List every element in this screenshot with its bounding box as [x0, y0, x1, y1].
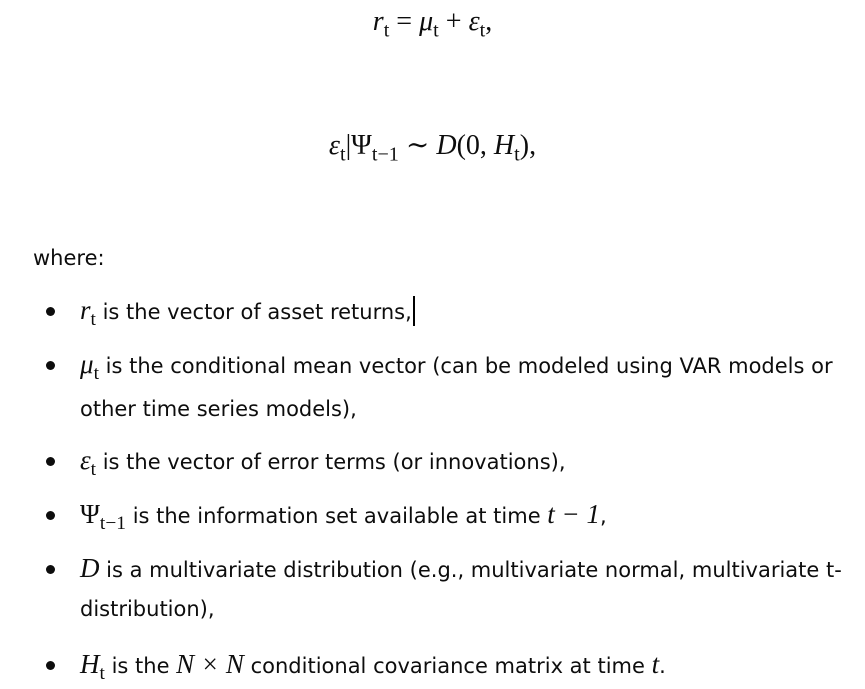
expr-n-by-n: N × N — [176, 649, 244, 679]
bullet-dot — [46, 307, 55, 316]
eq2-sim: ∼ — [398, 130, 437, 161]
text-cursor — [413, 296, 415, 326]
list-item-text-cont: distribution), — [80, 597, 215, 621]
list-item-desc-2: conditional covariance matrix at time — [243, 654, 652, 678]
eq2-bar: | — [345, 130, 352, 161]
list-item-text — [80, 546, 858, 593]
sym-psi: Ψ — [80, 499, 100, 529]
eq2-epsilon: ε — [328, 130, 340, 161]
bullet-dot — [46, 565, 55, 574]
list-item-text — [80, 492, 858, 539]
list-item-tail: , — [600, 504, 607, 528]
list-item-desc: is the vector of error terms (or innovations), — [96, 450, 566, 474]
list-item-desc: is the conditional mean vector (can be modeled using VAR models or — [98, 354, 833, 378]
list-item-tail: . — [659, 654, 666, 678]
eq1-comma: , — [485, 6, 493, 37]
sym-mu-sub: t — [93, 363, 99, 385]
bullet-dot — [46, 457, 55, 466]
list-item-text — [80, 642, 858, 689]
list-item-desc: is the information set available at time — [126, 504, 548, 528]
eq2-psi: Ψ — [351, 130, 372, 161]
bullet-dot — [46, 661, 55, 670]
eq1-lhs-sub: t — [383, 19, 390, 42]
list-item-desc: is the vector of asset returns, — [95, 300, 412, 324]
eq1-mu: μ — [419, 6, 434, 37]
list-item-desc: is a multivariate distribution (e.g., multivariate normal, multivariate t- — [99, 558, 842, 582]
eq1-mu-sub: t — [433, 19, 439, 42]
eq2-psi-sub: t−1 — [371, 143, 399, 166]
eq1-equals: = — [389, 6, 420, 37]
bullet-dot — [46, 511, 55, 520]
sym-h: H — [80, 649, 100, 679]
sym-epsilon: ε — [80, 445, 91, 475]
eq1-plus: + — [438, 6, 469, 37]
eq2-h-sub: t — [514, 143, 520, 166]
bullet-dot — [46, 361, 55, 370]
list-item-text — [80, 438, 858, 485]
list-item-text — [80, 288, 858, 335]
eq2-d: D — [436, 130, 457, 161]
expr-t-minus-1: t − 1 — [547, 499, 601, 529]
list-item-text-cont: other time series models), — [80, 397, 357, 421]
eq1-lhs: r — [372, 6, 384, 37]
equation-distribution — [0, 130, 865, 166]
eq1-epsilon: ε — [468, 6, 480, 37]
eq2-epsilon-sub: t — [339, 143, 346, 166]
sym-mu: μ — [80, 349, 94, 379]
equation-returns — [0, 6, 865, 42]
sym-h-sub: t — [99, 663, 105, 685]
sym-r-sub: t — [90, 309, 96, 331]
eq2-h: H — [493, 130, 515, 161]
list-item-desc: is the — [104, 654, 177, 678]
list-item-text — [80, 342, 858, 389]
eq2-open: (0, — [456, 130, 494, 161]
eq1-epsilon-sub: t — [479, 19, 486, 42]
sym-psi-sub: t−1 — [99, 513, 127, 535]
expr-t: t — [651, 649, 660, 679]
sym-r: r — [80, 295, 91, 325]
sym-epsilon-sub: t — [90, 459, 97, 481]
sym-d: D — [80, 553, 100, 583]
where-label: where: — [33, 246, 105, 270]
eq2-close: ), — [519, 130, 537, 161]
